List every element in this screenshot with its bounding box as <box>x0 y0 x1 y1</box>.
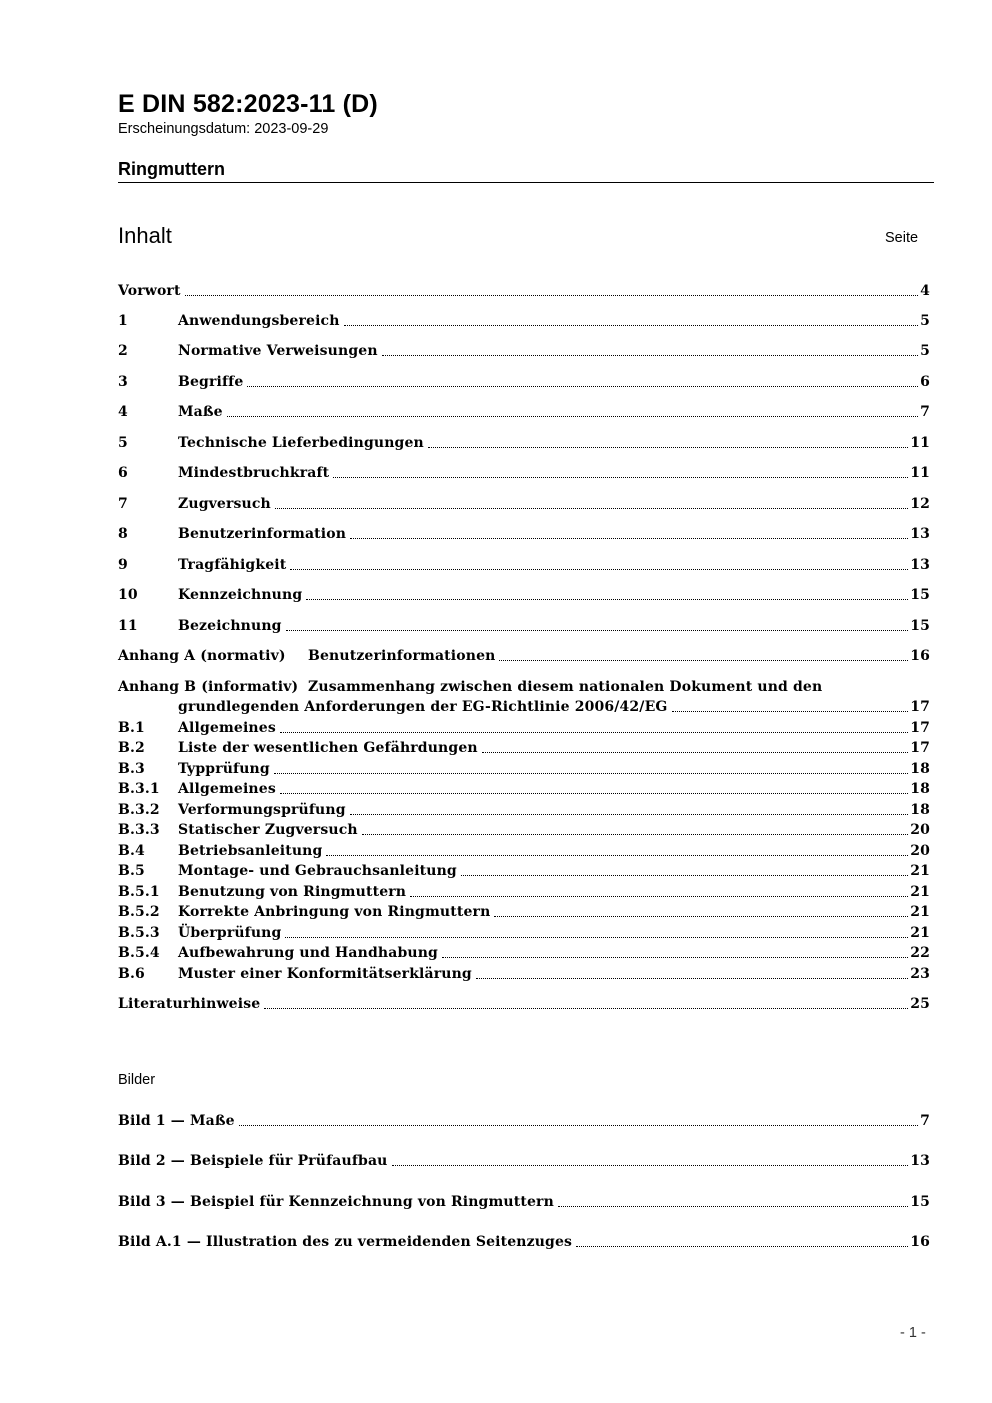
toc-entry-number: B.3.3 <box>118 822 160 838</box>
page-column-label: Seite <box>885 230 919 246</box>
toc-entry-label: Zusammenhang zwischen diesem nationalen Dokument und den <box>308 679 823 695</box>
toc-entry-label: Benutzerinformation <box>178 526 347 542</box>
toc-entry-number: 4 <box>118 404 128 420</box>
leader-dots <box>362 834 909 835</box>
toc-entry-label: grundlegenden Anforderungen der EG-Richtlinie 2006/42/EG <box>178 699 668 715</box>
toc-entry-page: 18 <box>910 802 930 818</box>
toc-entry-page: 22 <box>910 945 930 961</box>
leader-dots <box>558 1206 908 1207</box>
toc-entry-label: Verformungsprüfung <box>178 802 346 818</box>
figure-entry[interactable] <box>118 1110 930 1130</box>
toc-subentry[interactable] <box>118 860 930 880</box>
leader-dots <box>239 1125 918 1126</box>
toc-entry-label: Zugversuch <box>178 496 271 512</box>
figure-entry-page: 15 <box>910 1194 930 1210</box>
figure-entry-page: 7 <box>920 1113 930 1129</box>
toc-entry-page: 5 <box>920 343 930 359</box>
toc-entry-number: B.5.1 <box>118 884 160 900</box>
toc-entry[interactable] <box>118 615 930 635</box>
toc-subentry[interactable] <box>118 840 930 860</box>
toc-entry-number: 10 <box>118 587 138 603</box>
figure-entry-page: 13 <box>910 1153 930 1169</box>
toc-entry-page: 6 <box>920 374 930 390</box>
toc-entry-number: B.5.4 <box>118 945 160 961</box>
toc-entry-number: B.1 <box>118 720 145 736</box>
toc-entry-label: Technische Lieferbedingungen <box>178 435 424 451</box>
toc-entry[interactable] <box>118 432 930 452</box>
toc-entry[interactable] <box>118 340 930 360</box>
toc-entry-label: Überprüfung <box>178 925 282 941</box>
annex-prefix: Anhang B (informativ) <box>118 679 299 695</box>
toc-entry-number: 1 <box>118 313 128 329</box>
toc-entry-label: Typprüfung <box>178 761 270 777</box>
toc-entry-page: 20 <box>910 822 930 838</box>
figure-entry-page: 16 <box>910 1234 930 1250</box>
toc-subentry[interactable] <box>118 799 930 819</box>
toc-subentry[interactable] <box>118 819 930 839</box>
toc-entry-label: Maße <box>178 404 223 420</box>
leader-dots <box>476 978 908 979</box>
toc-entry-label: Bezeichnung <box>178 618 282 634</box>
toc-entry-label: Normative Verweisungen <box>178 343 378 359</box>
toc-entry-page: 17 <box>910 699 930 715</box>
toc-entry-label: Liste der wesentlichen Gefährdungen <box>178 740 478 756</box>
toc-entry[interactable] <box>118 462 930 482</box>
leader-dots <box>227 416 918 417</box>
figure-entry-label: Bild A.1 — Illustration des zu vermeidenden Seitenzuges <box>118 1234 573 1250</box>
leader-dots <box>275 508 908 509</box>
toc-subentry[interactable] <box>118 778 930 798</box>
toc-entry-label: Allgemeines <box>178 781 276 797</box>
annex-prefix: Anhang A (normativ) <box>118 648 286 664</box>
leader-dots <box>576 1246 908 1247</box>
leader-dots <box>306 599 908 600</box>
toc-entry-number: B.6 <box>118 966 145 982</box>
toc-entry-number: 2 <box>118 343 128 359</box>
leader-dots <box>410 896 908 897</box>
toc-entry-annex-b[interactable] <box>118 676 930 696</box>
leader-dots <box>286 630 909 631</box>
toc-entry-label: Allgemeines <box>178 720 276 736</box>
toc-subentry[interactable] <box>118 737 930 757</box>
toc-entry-annex-a[interactable] <box>118 645 930 665</box>
toc-entry-page: 18 <box>910 761 930 777</box>
toc-subentry[interactable] <box>118 963 930 983</box>
toc-entry-number: B.5.3 <box>118 925 160 941</box>
toc-entry-page: 13 <box>910 526 930 542</box>
leader-dots <box>326 855 908 856</box>
figure-entry-label: Bild 3 — Beispiel für Kennzeichnung von Ringmuttern <box>118 1194 554 1210</box>
toc-entry[interactable] <box>118 310 930 330</box>
toc-entry-number: 7 <box>118 496 128 512</box>
leader-dots <box>494 916 908 917</box>
leader-dots <box>274 773 908 774</box>
toc-entry-vorwort[interactable] <box>118 280 930 300</box>
publication-date: Erscheinungsdatum: 2023-09-29 <box>118 121 329 137</box>
leader-dots <box>280 793 908 794</box>
toc-entry-page: 7 <box>920 404 930 420</box>
toc-subentry[interactable] <box>118 717 930 737</box>
toc-entry-number: B.2 <box>118 740 145 756</box>
document-title: Ringmuttern <box>118 159 225 179</box>
toc-entry-page: 16 <box>910 648 930 664</box>
figures-heading: Bilder <box>118 1072 156 1088</box>
toc-entry-label: Korrekte Anbringung von Ringmuttern <box>178 904 491 920</box>
figure-entry-label: Bild 2 — Beispiele für Prüfaufbau <box>118 1153 388 1169</box>
leader-dots <box>344 325 919 326</box>
toc-entry[interactable] <box>118 584 930 604</box>
document-id: E DIN 582:2023-11 (D) <box>118 90 378 118</box>
leader-dots <box>428 447 908 448</box>
leader-dots <box>264 1008 908 1009</box>
toc-entry-page: 13 <box>910 557 930 573</box>
toc-subentry[interactable] <box>118 942 930 962</box>
toc-entry-number: B.4 <box>118 843 145 859</box>
toc-entry-page: 4 <box>920 283 930 299</box>
toc-entry-label: Statischer Zugversuch <box>178 822 358 838</box>
toc-entry-bibliography[interactable] <box>118 993 930 1013</box>
leader-dots <box>247 386 918 387</box>
toc-entry[interactable] <box>118 371 930 391</box>
toc-entry[interactable] <box>118 493 930 513</box>
toc-entry-page: 5 <box>920 313 930 329</box>
leader-dots <box>185 295 919 296</box>
leader-dots <box>499 660 908 661</box>
toc-entry-label: Anwendungsbereich <box>178 313 340 329</box>
toc-entry-page: 17 <box>910 740 930 756</box>
toc-entry-page: 23 <box>910 966 930 982</box>
toc-subentry[interactable] <box>118 881 930 901</box>
toc-entry-label: Montage- und Gebrauchsanleitung <box>178 863 457 879</box>
toc-entry-label: Kennzeichnung <box>178 587 303 603</box>
toc-entry[interactable] <box>118 554 930 574</box>
toc-entry-number: 5 <box>118 435 128 451</box>
page-number: - 1 - <box>900 1325 926 1341</box>
title-rule <box>118 182 934 183</box>
toc-heading: Inhalt <box>118 223 172 248</box>
toc-entry-page: 21 <box>910 904 930 920</box>
figure-entry[interactable] <box>118 1191 930 1211</box>
toc-entry-label: Vorwort <box>118 283 181 299</box>
toc-entry-label: Aufbewahrung und Handhabung <box>178 945 438 961</box>
toc-entry-number: 3 <box>118 374 128 390</box>
toc-subentry[interactable] <box>118 922 930 942</box>
toc-entry-page: 15 <box>910 618 930 634</box>
toc-subentry[interactable] <box>118 758 930 778</box>
leader-dots <box>461 875 908 876</box>
toc-entry-number: 6 <box>118 465 128 481</box>
toc-entry-page: 11 <box>910 435 930 451</box>
toc-entry-page: 15 <box>910 587 930 603</box>
toc-entry-label: Literaturhinweise <box>118 996 261 1012</box>
toc-subentry[interactable] <box>118 901 930 921</box>
leader-dots <box>285 937 908 938</box>
toc-entry-page: 17 <box>910 720 930 736</box>
toc-entry-page: 12 <box>910 496 930 512</box>
toc-entry[interactable] <box>118 523 930 543</box>
toc-entry[interactable] <box>118 401 930 421</box>
toc-entry-label: Mindestbruchkraft <box>178 465 330 481</box>
leader-dots <box>442 957 908 958</box>
leader-dots <box>350 538 908 539</box>
toc-entry-page: 21 <box>910 925 930 941</box>
figure-entry[interactable] <box>118 1231 930 1251</box>
toc-entry-page: 11 <box>910 465 930 481</box>
toc-entry-label: Muster einer Konformitätserklärung <box>178 966 472 982</box>
leader-dots <box>350 814 909 815</box>
toc-entry-number: B.3.1 <box>118 781 160 797</box>
toc-entry-page: 20 <box>910 843 930 859</box>
toc-entry-number: B.3 <box>118 761 145 777</box>
toc-entry-page: 21 <box>910 884 930 900</box>
toc-entry-page: 25 <box>910 996 930 1012</box>
toc-entry-number: 9 <box>118 557 128 573</box>
toc-entry-number: B.5.2 <box>118 904 160 920</box>
leader-dots <box>290 569 908 570</box>
toc-entry-label: Benutzung von Ringmuttern <box>178 884 407 900</box>
toc-entry-number: 11 <box>118 618 138 634</box>
figure-entry-label: Bild 1 — Maße <box>118 1113 235 1129</box>
leader-dots <box>392 1165 909 1166</box>
toc-entry-number: 8 <box>118 526 128 542</box>
toc-entry-number: B.3.2 <box>118 802 160 818</box>
toc-entry-page: 21 <box>910 863 930 879</box>
leader-dots <box>333 477 908 478</box>
figure-entry[interactable] <box>118 1150 930 1170</box>
leader-dots <box>280 732 908 733</box>
toc-entry-page: 18 <box>910 781 930 797</box>
toc-entry-label: Betriebsanleitung <box>178 843 323 859</box>
leader-dots <box>482 752 908 753</box>
toc-entry-label: Tragfähigkeit <box>178 557 287 573</box>
leader-dots <box>382 355 918 356</box>
toc-entry-annex-b-continued[interactable] <box>178 696 930 716</box>
toc-entry-number: B.5 <box>118 863 145 879</box>
toc-entry-label: Benutzerinformationen <box>308 648 496 664</box>
toc-entry-label: Begriffe <box>178 374 244 390</box>
leader-dots <box>672 711 909 712</box>
